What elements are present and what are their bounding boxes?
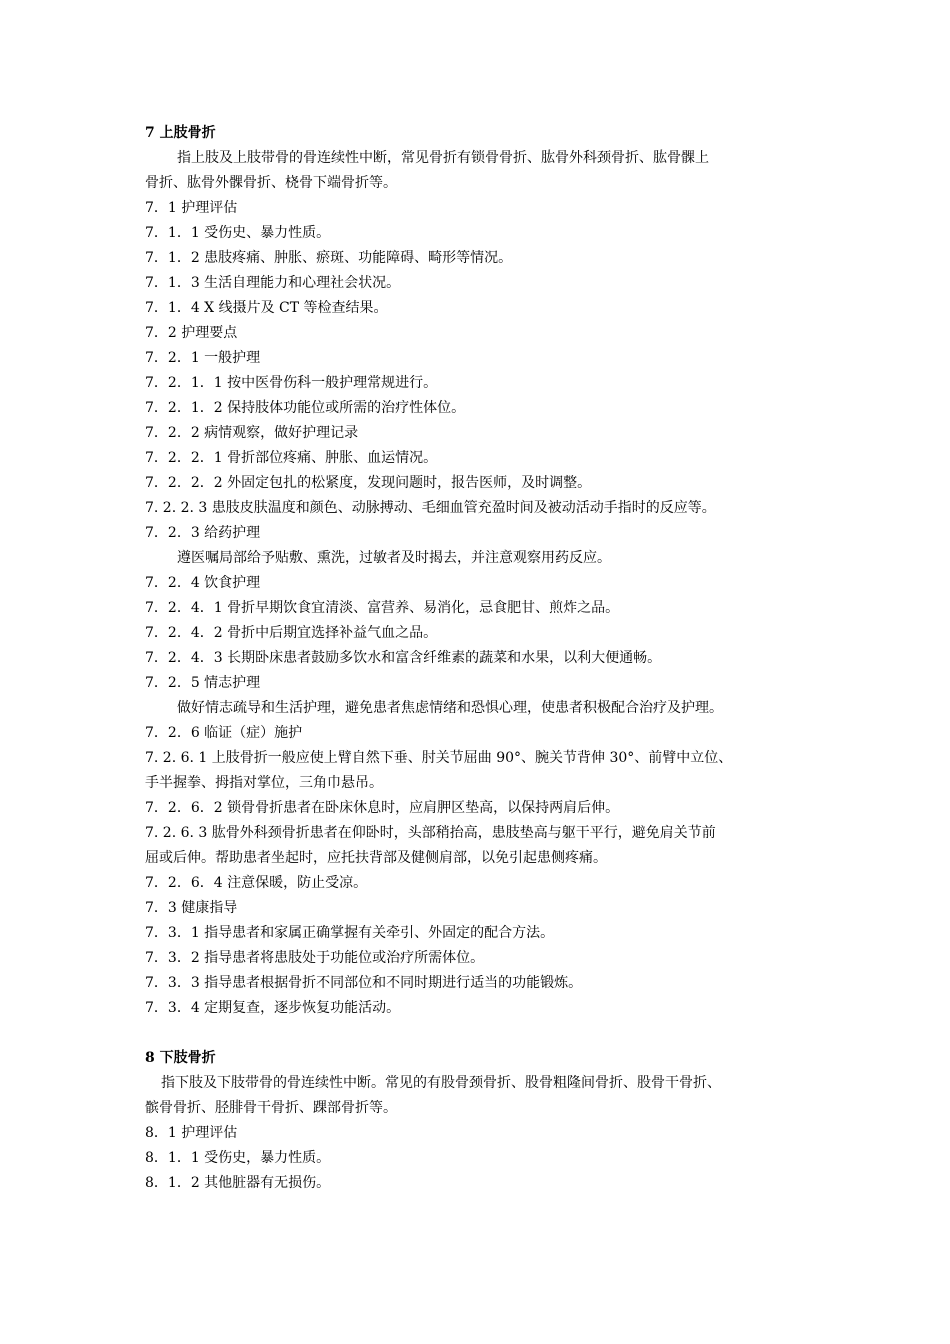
paragraph-line: 7．3．4 定期复查，逐步恢复功能活动。	[145, 1000, 401, 1016]
paragraph-line: 7．2．2 病情观察，做好护理记录	[145, 425, 359, 441]
document-page	[145, 121, 835, 1196]
paragraph-line: 7．2．3 给药护理	[145, 525, 261, 541]
section-7-heading: 7 上肢骨折	[145, 125, 216, 141]
paragraph-line: 7．2．1．1 按中医骨伤科一般护理常规进行。	[145, 375, 438, 391]
paragraph-line: 7．3．2 指导患者将患肢处于功能位或治疗所需体位。	[145, 950, 485, 966]
paragraph-line: 7．1 护理评估	[145, 200, 238, 216]
paragraph-line: 7．3 健康指导	[145, 900, 238, 916]
paragraph-line: 8．1 护理评估	[145, 1125, 238, 1141]
paragraph-line: 做好情志疏导和生活护理，避免患者焦虑情绪和恐惧心理，使患者积极配合治疗及护理。	[177, 700, 723, 716]
paragraph-line: 7．2．1 一般护理	[145, 350, 261, 366]
paragraph-line: 7．2．4．2 骨折中后期宜选择补益气血之品。	[145, 625, 438, 641]
paragraph-line: 屈或后伸。帮助患者坐起时，应托扶背部及健侧肩部，以免引起患侧疼痛。	[145, 850, 607, 866]
section-7-intro-line-2: 骨折、肱骨外髁骨折、桡骨下端骨折等。	[145, 175, 397, 191]
paragraph-line: 手半握拳、拇指对掌位，三角巾悬吊。	[145, 775, 383, 791]
paragraph-line: 7．2．6．2 锁骨骨折患者在卧床休息时，应肩胛区垫高，以保持两肩后伸。	[145, 800, 620, 816]
paragraph-line: 7．2．4．1 骨折早期饮食宜清淡、富营养、易消化，忌食肥甘、煎炸之品。	[145, 600, 620, 616]
paragraph-line: 7．2．1．2 保持肢体功能位或所需的治疗性体位。	[145, 400, 466, 416]
paragraph-line: 7．2．2．1 骨折部位疼痛、肿胀、血运情况。	[145, 450, 438, 466]
paragraph-line: 7．1．4 X 线摄片及 CT 等检查结果。	[145, 300, 388, 316]
paragraph-line: 7．2．2．2 外固定包扎的松紧度，发现问题时，报告医师，及时调整。	[145, 475, 592, 491]
section-8-intro-line-1: 指下肢及下肢带骨的骨连续性中断。常见的有股骨颈骨折、股骨粗隆间骨折、股骨干骨折、	[161, 1075, 721, 1091]
paragraph-line: 7．3．1 指导患者和家属正确掌握有关牵引、外固定的配合方法。	[145, 925, 555, 941]
section-8-intro-line-2: 髌骨骨折、胫腓骨干骨折、踝部骨折等。	[145, 1100, 397, 1116]
paragraph-line: 7．2．4 饮食护理	[145, 575, 261, 591]
paragraph-line: 8．1．2 其他脏器有无损伤。	[145, 1175, 331, 1191]
paragraph-line: 7．2．6．4 注意保暖，防止受凉。	[145, 875, 368, 891]
paragraph-line: 7. 2. 2. 3 患肢皮肤温度和颜色、动脉搏动、毛细血管充盈时间及被动活动手指时的反应等。	[145, 500, 716, 516]
paragraph-line: 8．1．1 受伤史，暴力性质。	[145, 1150, 331, 1166]
paragraph-line: 7. 2. 6. 3 肱骨外科颈骨折患者在仰卧时，头部稍抬高，患肢垫高与躯干平行，避免肩关节前	[145, 825, 716, 841]
paragraph-line: 7．3．3 指导患者根据骨折不同部位和不同时期进行适当的功能锻炼。	[145, 975, 583, 991]
paragraph-line: 7．1．3 生活自理能力和心理社会状况。	[145, 275, 401, 291]
paragraph-line: 7．1．1 受伤史、暴力性质。	[145, 225, 331, 241]
section-8-heading: 8 下肢骨折	[145, 1050, 216, 1066]
paragraph-line: 7．2．4．3 长期卧床患者鼓励多饮水和富含纤维素的蔬菜和水果，以利大便通畅。	[145, 650, 662, 666]
section-spacer	[145, 1021, 835, 1046]
paragraph-line: 7．2．5 情志护理	[145, 675, 261, 691]
paragraph-line: 遵医嘱局部给予贴敷、熏洗，过敏者及时揭去，并注意观察用药反应。	[177, 550, 611, 566]
paragraph-line: 7．2．6 临证（症）施护	[145, 725, 303, 741]
paragraph-line: 7．1．2 患肢疼痛、肿胀、瘀斑、功能障碍、畸形等情况。	[145, 250, 513, 266]
paragraph-line: 7. 2. 6. 1 上肢骨折一般应使上臂自然下垂、肘关节屈曲 90°、腕关节背伸 30°、前臂中立位、	[145, 750, 733, 766]
section-7-intro-line-1: 指上肢及上肢带骨的骨连续性中断，常见骨折有锁骨骨折、肱骨外科颈骨折、肱骨髁上	[177, 150, 709, 166]
paragraph-line: 7．2 护理要点	[145, 325, 238, 341]
